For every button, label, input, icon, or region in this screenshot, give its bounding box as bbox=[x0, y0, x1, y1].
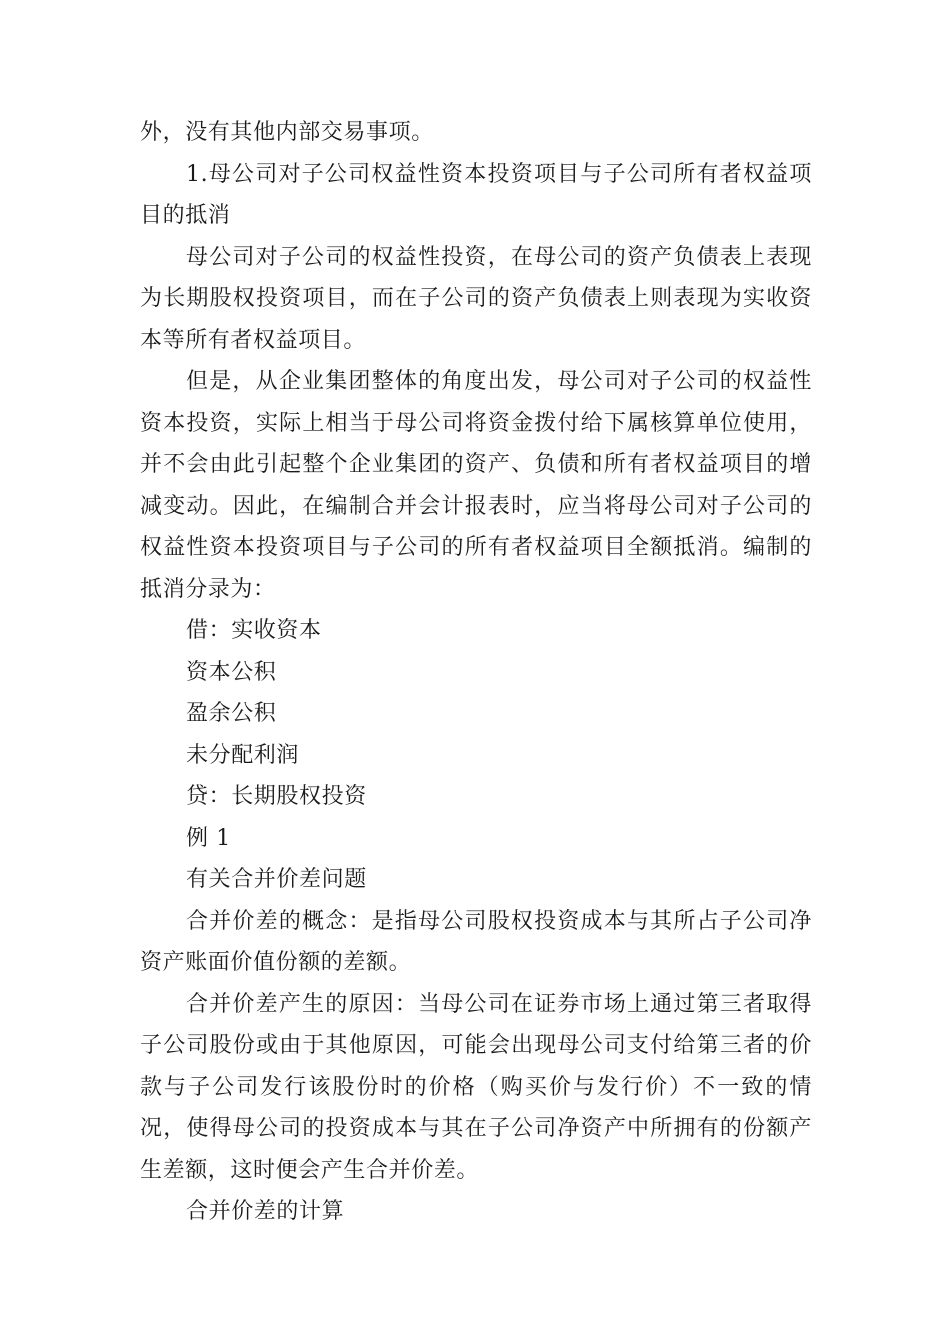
entry-credit-long-term-equity: 贷：长期股权投资 bbox=[186, 784, 367, 809]
paragraph-cause: 合并价差产生的原因：当母公司在证券市场上通过第三者取得子公司股份或由于其他原因，可能会出现母公司支付给第三者的价款与子公司发行该股份时的价格（购买价与发行价）不一致的情况，使得母公司的投资成本与其在子公司净资产中所拥有的份额产生差额，这时便会产生合并价差。 bbox=[140, 991, 812, 1183]
paragraph-definition: 合并价差的概念：是指母公司股权投资成本与其所占子公司净资产账面价值份额的差额。 bbox=[140, 908, 812, 975]
paragraph-equity-investment: 母公司对子公司的权益性投资，在母公司的资产负债表上表现为长期股权投资项目，而在子公司的资产负债表上则表现为实收资本等所有者权益项目。 bbox=[140, 244, 812, 353]
entry-surplus-reserve: 盈余公积 bbox=[186, 701, 277, 726]
entry-undistributed-profit: 未分配利润 bbox=[186, 742, 300, 768]
subheading-calculation: 合并价差的计算 bbox=[186, 1199, 345, 1224]
paragraph-group-perspective: 但是，从企业集团整体的角度出发，母公司对子公司的权益性资本投资，实际上相当于母公司将资金拨付给下属核算单位使用，并不会由此引起整个企业集团的资产、负债和所有者权益项目的增减变动。因此，在编制合并会计报表时，应当将母公司对子公司的权益性资本投资项目与子公司的所有者权益项目全额抵消。编制的抵消分录为： bbox=[140, 369, 812, 602]
entry-debit-paid-in-capital: 借：实收资本 bbox=[186, 618, 322, 643]
example-label: 例 1 bbox=[186, 825, 231, 851]
paragraph-section-heading: 1.母公司对子公司权益性资本投资项目与子公司所有者权益项目的抵消 bbox=[140, 161, 812, 228]
entry-capital-reserve: 资本公积 bbox=[186, 659, 277, 685]
document-page bbox=[140, 112, 812, 1233]
subheading-consolidation-difference: 有关合并价差问题 bbox=[186, 867, 367, 892]
paragraph-continuation: 外，没有其他内部交易事项。 bbox=[140, 120, 434, 145]
